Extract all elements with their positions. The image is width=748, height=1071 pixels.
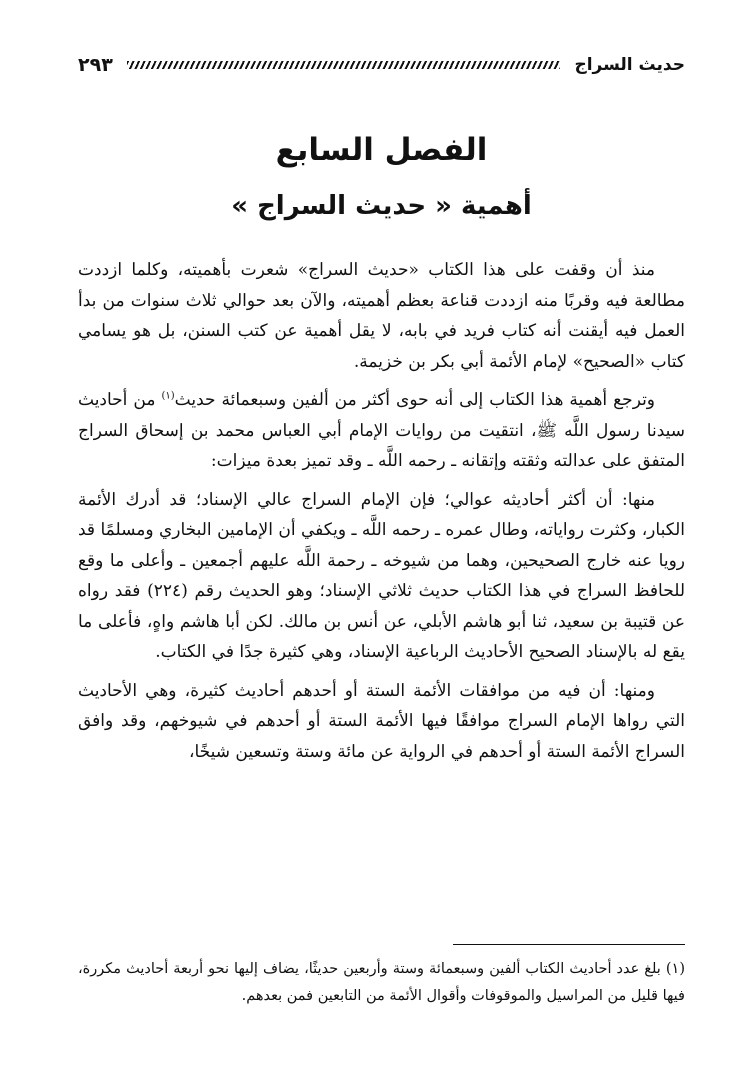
- header-rule: [127, 61, 561, 69]
- footnote-reference: (١): [161, 390, 175, 402]
- paragraph-concordances: ومنها: أن فيه من موافقات الأئمة الستة أو أحدهم أحاديث كثيرة، وهي الأحاديث التي رواها الإمام السراج موافقًا فيها الأئمة الستة أو أحدهم في شيوخهم، وقد وافق السراج الأئمة الستة أو أحدهم في الرواية عن مائة وستة وتسعين شيخًا،: [78, 680, 685, 762]
- paragraph-importance-rest: من أحاديث سيدنا رسول اللَّه ﷺ، انتقيت من روايات الإمام أبي العباس محمد بن إسحاق السراج المتفق على عدالته وثقته وإتقانه ـ رحمه اللَّه ـ وقد تميز بعدة ميزات:: [78, 390, 685, 471]
- paragraph-importance-start: وترجع أهمية هذا الكتاب إلى أنه حوى أكثر من ألفين وسبعمائة حديث: [174, 390, 656, 410]
- chapter-title: الفصل السابع: [275, 132, 488, 168]
- footnote: (١) بلغ عدد أحاديث الكتاب ألفين وسبعمائة وستة وأربعين حديثًا، يضاف إليها نحو أربعة أحاديث مكررة، فيها قليل من المراسيل والموقوفات وأقوال الأئمة من التابعين فمن بعدهم.: [78, 961, 685, 1004]
- page-number: ٢٩٣: [78, 54, 113, 76]
- running-title: حديث السراج: [574, 55, 685, 75]
- chapter-subtitle: أهمية « حديث السراج »: [231, 191, 532, 221]
- paragraph-importance: [78, 385, 685, 477]
- paragraph-high-isnad: منها: أن أكثر أحاديثه عوالي؛ فإن الإمام السراج عالي الإسناد؛ قد أدرك الأئمة الكبار، وكثرت رواياته، وطال عمره ـ رحمه اللَّه ـ ويكفي أن الإمامين البخاري ومسلمًا قد رويا عنه خارج الصحيحين، وهما من شيوخه ـ رحمة اللَّه عليهم أجمعين ـ وأعلى ما وقع للحافظ السراج في هذا الكتاب حديث ثلاثي الإسناد؛ وهو الحديث رقم (٢٢٤) فقد رواه عن قتيبة بن سعيد، ثنا أبو هاشم الأبلي، عن أنس بن مالك. لكن أبا هاشم واهٍ، فأعلى ما يقع له بالإسناد الصحيح الأحاديث الرباعية الإسناد، وهي كثيرة جدًا في الكتاب.: [77, 489, 686, 662]
- page-header: [78, 50, 685, 80]
- paragraph-intro: منذ أن وقفت على هذا الكتاب «حديث السراج» شعرت بأهميته، وكلما ازددت مطالعة فيه وقربًا منه ازددت قناعة بعظم أهميته، والآن بعد حوالي ثلاث سنوات من بدأ العمل فيه أيقنت أنه كتاب فريد في بابه، لا يقل أهمية عن كتب السنن، بل هو يسامي كتاب «الصحيح» لإمام الأئمة أبي بكر بن خزيمة.: [78, 260, 685, 372]
- footnote-separator: [453, 944, 685, 945]
- body-text: [78, 255, 685, 767]
